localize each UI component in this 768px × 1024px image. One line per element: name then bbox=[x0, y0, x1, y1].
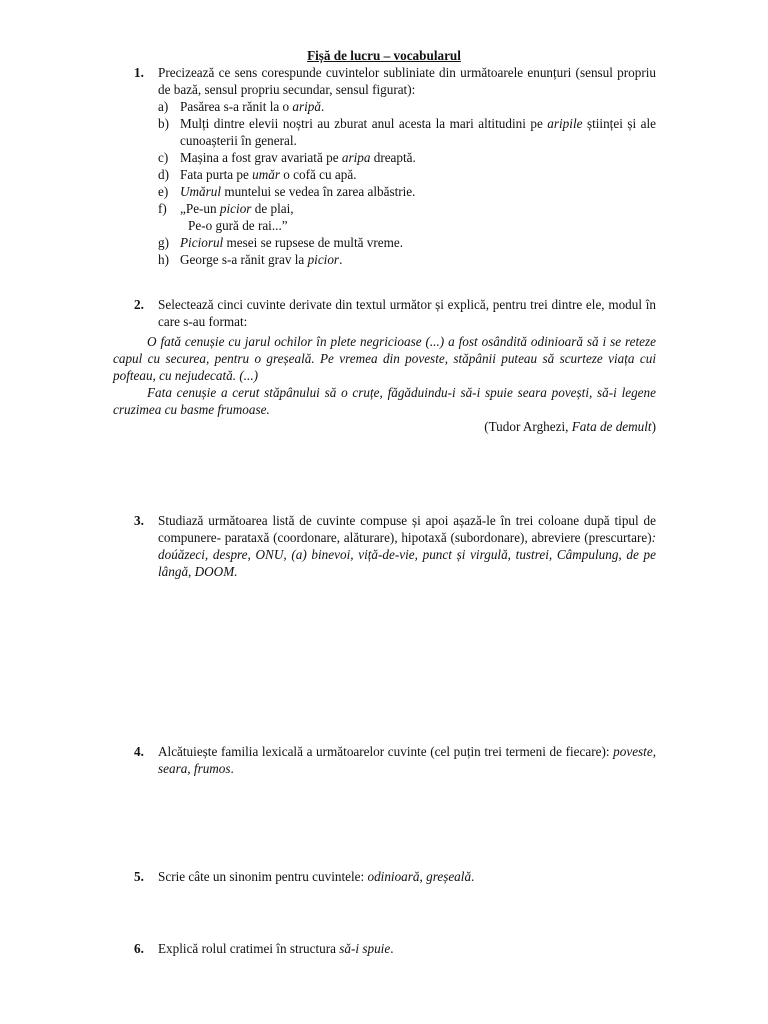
question-text bbox=[158, 940, 656, 957]
item-letter: b) bbox=[158, 116, 169, 131]
word-item: greșeală bbox=[426, 869, 472, 884]
item-letter: g) bbox=[158, 235, 169, 250]
list-item bbox=[134, 200, 656, 234]
list-item bbox=[134, 115, 656, 149]
list-item bbox=[134, 98, 656, 115]
item-letter: a) bbox=[158, 99, 169, 114]
item-text: . bbox=[339, 252, 343, 267]
sentence-list bbox=[134, 98, 656, 268]
item-text: științei și ale cunoașterii în general. bbox=[180, 116, 656, 148]
target-word: Umărul bbox=[180, 184, 222, 199]
item-text: Mașina a fost grav avariată pe bbox=[180, 150, 342, 165]
separator: , bbox=[419, 869, 427, 884]
question-number: 6. bbox=[134, 941, 144, 956]
list-item bbox=[134, 166, 656, 183]
punctuation: . bbox=[390, 941, 394, 956]
item-text: Fata purta pe bbox=[180, 167, 253, 182]
instruction-text: Scrie câte un sinonim pentru cuvintele: bbox=[158, 869, 368, 884]
source-end: ) bbox=[651, 419, 656, 434]
item-text: Pasărea s-a rănit la o bbox=[180, 99, 293, 114]
item-text: Mulți dintre elevii noștri au zburat anul acesta la mari altitudini pe bbox=[180, 116, 548, 131]
worksheet-title: Fișă de lucru – vocabularul bbox=[307, 48, 461, 63]
question-number: 2. bbox=[134, 297, 144, 312]
item-text: muntelui se vedea în zarea albăstrie. bbox=[221, 184, 416, 199]
target-word: aripile bbox=[547, 116, 583, 131]
question-6 bbox=[134, 940, 656, 957]
item-letter: h) bbox=[158, 252, 169, 267]
passage-source bbox=[113, 418, 656, 435]
item-letter: c) bbox=[158, 150, 169, 165]
question-number: 1. bbox=[134, 65, 144, 80]
question-text bbox=[158, 743, 656, 777]
target-word: aripa bbox=[341, 150, 371, 165]
question-5 bbox=[134, 868, 656, 885]
instruction-text: Studiază următoarea listă de cuvinte compuse și apoi așază-le în trei coloane după tipul de compunere- parataxă (coordonare, alăturare), hipotaxă (subordonare), abreviere (prescurtare) bbox=[158, 513, 656, 545]
item-letter: f) bbox=[158, 201, 167, 216]
target-word: Piciorul bbox=[180, 235, 224, 250]
instruction-text: Explică rolul cratimei în structura bbox=[158, 941, 340, 956]
instruction-text: Alcătuiește familia lexicală a următoarelor cuvinte (cel puțin trei termeni de fiecare): bbox=[158, 744, 614, 759]
punctuation: . bbox=[471, 869, 475, 884]
word-list: să-i spuie bbox=[339, 941, 391, 956]
target-word: umăr bbox=[252, 167, 280, 182]
word-item: odinioară bbox=[367, 869, 420, 884]
item-letter: d) bbox=[158, 167, 169, 182]
question-number: 4. bbox=[134, 744, 144, 759]
question-3 bbox=[134, 512, 656, 580]
question-text: Selectează cinci cuvinte derivate din textul următor și explică, pentru trei dintre ele, modul în care s-au format: bbox=[158, 297, 656, 329]
item-text: dreaptă. bbox=[370, 150, 416, 165]
word-list: poveste, seara, frumos bbox=[158, 744, 656, 776]
passage-paragraph: O fată cenușie cu jarul ochilor în plete negricioase (...) a fost osândită odinioară să i se reteze capul cu securea, pentru o greșeală. Pe vremea din poveste, stăpânii puteau să scurteze viața cui pofteau, cu nejudecată. (...) bbox=[113, 334, 656, 383]
item-text: o cofă cu apă. bbox=[279, 167, 357, 182]
list-item bbox=[134, 251, 656, 268]
question-1 bbox=[134, 64, 656, 268]
target-word: aripă bbox=[292, 99, 321, 114]
item-letter: e) bbox=[158, 184, 169, 199]
item-text: . bbox=[321, 99, 325, 114]
target-word: picior bbox=[219, 201, 252, 216]
question-4 bbox=[134, 743, 656, 777]
item-text: de plai, bbox=[251, 201, 294, 216]
question-text: Precizează ce sens corespunde cuvintelor subliniate din următoarele enunțuri (sensul propriu de bază, sensul propriu secundar, sensul figurat): bbox=[158, 65, 656, 97]
question-2 bbox=[134, 296, 656, 330]
target-word: picior bbox=[307, 252, 340, 267]
word-list: : doúăzeci, despre, ONU, (a) binevoi, viță-de-vie, punct și virgulă, tustrei, Câmpulung, de pe lângă, DOOM. bbox=[158, 530, 656, 579]
verse-line: Pe-o gură de rai...” bbox=[188, 218, 288, 233]
list-item bbox=[134, 183, 656, 200]
list-item bbox=[134, 149, 656, 166]
question-number: 5. bbox=[134, 869, 144, 884]
source-title: Fata de demult bbox=[571, 419, 652, 434]
punctuation: . bbox=[230, 761, 234, 776]
question-text bbox=[158, 512, 656, 580]
item-text: George s-a rănit grav la bbox=[180, 252, 308, 267]
list-item bbox=[134, 234, 656, 251]
passage-paragraph: Fata cenușie a cerut stăpânului să o cruțe, făgăduindu-i să-i spuie seara povești, să-i legene cruzimea cu basme frumoase. bbox=[113, 385, 656, 417]
item-text: „Pe-un bbox=[180, 201, 220, 216]
literary-passage bbox=[113, 333, 656, 435]
item-text: mesei se rupsese de multă vreme. bbox=[223, 235, 404, 250]
source-author: (Tudor Arghezi, bbox=[484, 419, 572, 434]
question-number: 3. bbox=[134, 513, 144, 528]
question-text bbox=[158, 868, 656, 885]
